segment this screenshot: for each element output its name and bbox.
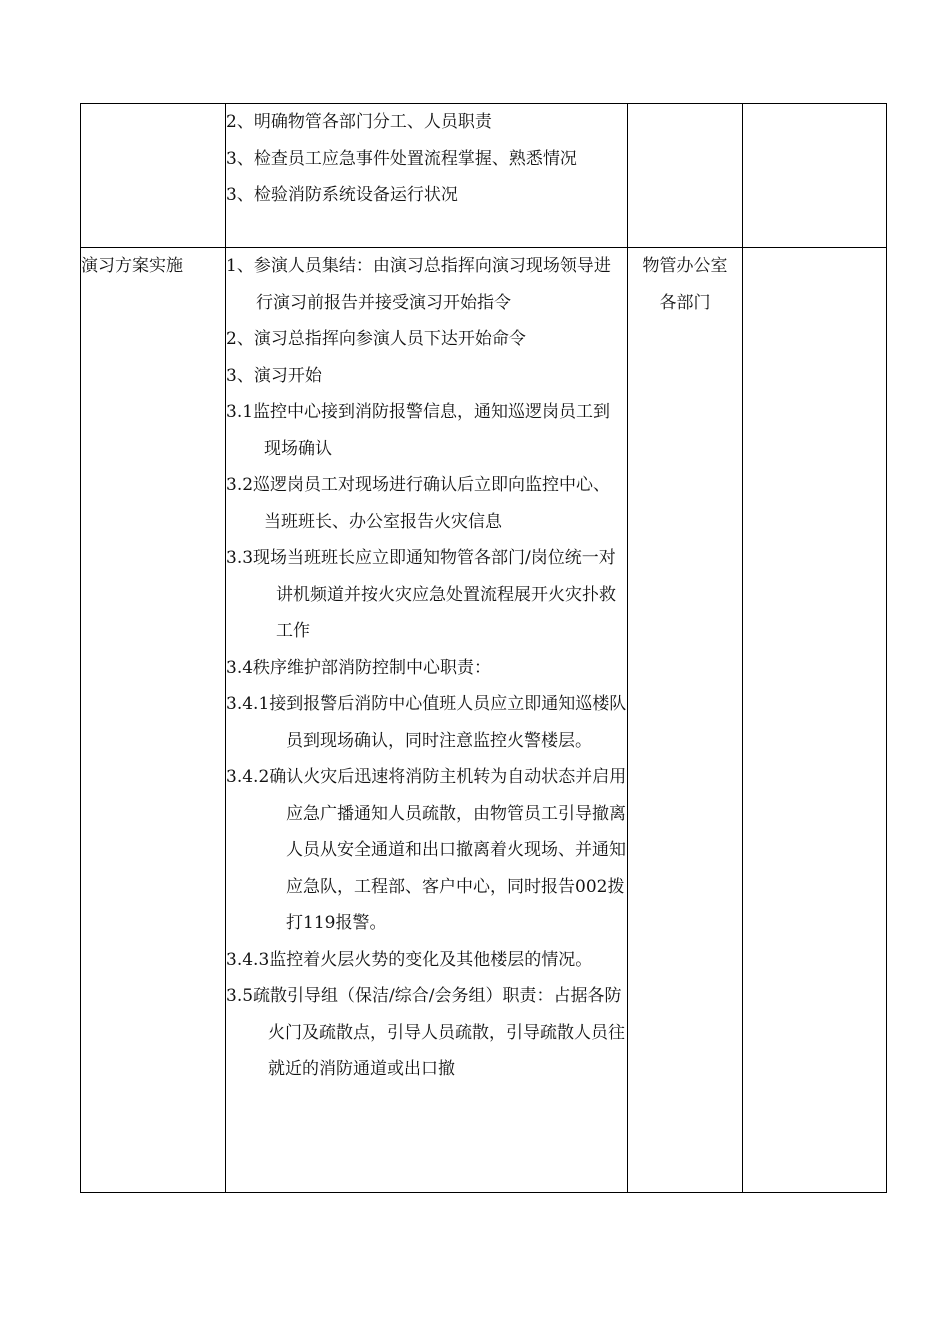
department-name: 各部门 bbox=[659, 292, 711, 313]
table-row bbox=[81, 104, 887, 248]
department-name: 物管办公室 bbox=[642, 256, 728, 276]
list-item: 3.4.1接到报警后消防中心值班人员应立即通知巡楼队员到现场确认，同时注意监控火警楼层。 bbox=[226, 694, 627, 751]
content-cell bbox=[226, 248, 628, 1193]
list-item: 3、检验消防系统设备运行状况 bbox=[226, 185, 458, 205]
list-item: 3、检查员工应急事件处置流程掌握、熟悉情况 bbox=[226, 148, 577, 169]
table-row bbox=[81, 248, 887, 1193]
list-item: 2、明确物管各部门分工、人员职责 bbox=[226, 112, 492, 132]
stage-cell bbox=[81, 104, 226, 248]
list-item: 3.1监控中心接到消防报警信息，通知巡逻岗员工到现场确认 bbox=[226, 402, 611, 459]
department-cell bbox=[628, 104, 743, 248]
drill-plan-table bbox=[80, 103, 887, 1193]
remark-cell bbox=[743, 248, 887, 1193]
list-item: 3、演习开始 bbox=[226, 365, 322, 386]
content-cell bbox=[226, 104, 628, 248]
list-item: 1、参演人员集结：由演习总指挥向演习现场领导进行演习前报告并接受演习开始指令 bbox=[226, 256, 611, 313]
stage-cell: 演习方案实施 bbox=[81, 248, 226, 1193]
list-item: 2、演习总指挥向参演人员下达开始命令 bbox=[226, 329, 526, 349]
list-item: 3.4秩序维护部消防控制中心职责： bbox=[226, 657, 492, 678]
remark-cell bbox=[743, 104, 887, 248]
list-item: 3.4.2确认火灾后迅速将消防主机转为自动状态并启用应急广播通知人员疏散，由物管员工引导撤离人员从安全通道和出口撤离着火现场、并通知应急队，工程部、客户中心，同时报告002拨打119报警。 bbox=[226, 767, 627, 933]
list-item: 3.3现场当班班长应立即通知物管各部门/岗位统一对讲机频道并按火灾应急处置流程展开火灾扑救工作 bbox=[226, 548, 616, 641]
list-item: 3.5疏散引导组（保洁/综合/会务组）职责：占据各防火门及疏散点，引导人员疏散，引导疏散人员往就近的消防通道或出口撤 bbox=[226, 986, 625, 1079]
list-item: 3.2巡逻岗员工对现场进行确认后立即向监控中心、当班班长、办公室报告火灾信息 bbox=[226, 475, 611, 532]
list-item: 3.4.3监控着火层火势的变化及其他楼层的情况。 bbox=[226, 949, 593, 970]
department-cell bbox=[628, 248, 743, 1193]
